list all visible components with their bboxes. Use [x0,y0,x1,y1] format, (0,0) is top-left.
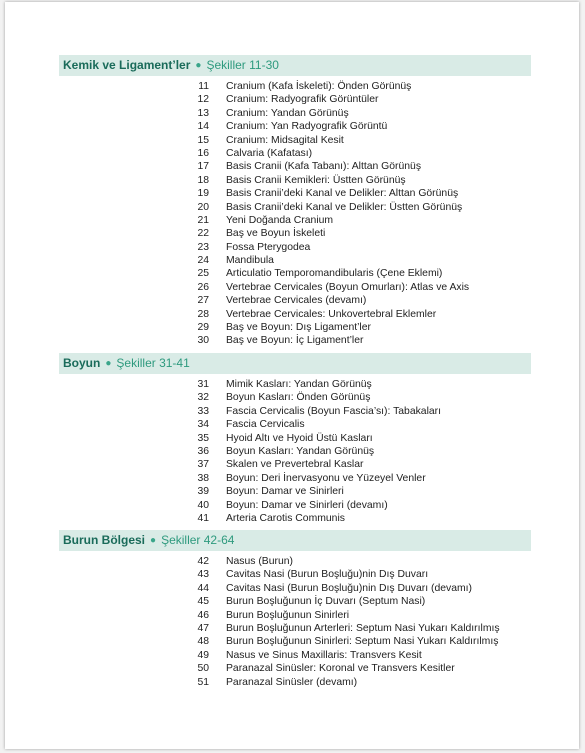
figure-title: Basis Cranii (Kafa Tabanı): Alttan Görünüş [226,161,422,173]
figure-number: 11 [198,81,209,92]
figure-title: Arteria Carotis Communis [226,512,345,524]
figure-title: Vertebrae Cervicales (devamı) [226,295,367,307]
toc-entry [59,622,531,635]
toc-entry [59,609,531,622]
toc-entry [59,391,531,404]
toc-entry [59,378,531,391]
toc-entry [59,187,531,200]
toc-entry [59,555,531,568]
toc-entry [59,582,531,595]
figure-title: Cranium (Kafa İskeleti): Önden Görünüş [226,81,412,92]
toc-entry [59,418,531,431]
toc-entry [59,595,531,608]
figure-title: Burun Boşluğunun Arterleri: Septum Nasi Yukarı Kaldırılmış [226,622,500,634]
figure-title: Fossa Pterygodea [226,241,311,253]
figure-number: 51 [197,676,209,688]
figure-title: Skalen ve Prevertebral Kaslar [226,459,364,471]
section-header [59,55,531,76]
section-kemik-ligament [59,55,531,348]
figure-number: 28 [197,308,209,320]
figure-number: 26 [197,281,209,293]
figure-title: Nasus ve Sinus Maxillaris: Transvers Kesit [226,649,422,661]
toc-entry [59,160,531,173]
figure-number: 27 [197,295,209,307]
entry-list [59,378,531,525]
figure-number: 37 [197,459,209,471]
toc-entry [59,214,531,227]
figure-title: Mandibula [226,255,274,267]
section-title: Burun Bölgesi [63,533,146,547]
figure-number: 43 [197,569,209,581]
figure-number: 30 [197,335,209,347]
toc-entry [59,80,531,93]
bullet-separator: ● [150,535,157,546]
toc-entry [59,568,531,581]
figure-number: 23 [197,241,209,253]
toc-entry [59,676,531,689]
figure-number: 48 [197,636,209,648]
toc-entry [59,649,531,662]
figure-title: Cavitas Nasi (Burun Boşluğu)nin Dış Duvarı [226,569,429,581]
toc-entry [59,432,531,445]
figure-number: 18 [197,174,209,186]
figure-number: 39 [197,486,209,498]
figure-number: 33 [197,405,209,417]
toc-entry [59,241,531,254]
toc-entry [59,93,531,106]
figure-number: 47 [197,622,209,634]
figure-title: Burun Boşluğunun İç Duvarı (Septum Nasi) [226,596,426,608]
figure-title: Basis Cranii’deki Kanal ve Delikler: Üstten Görünüş [226,201,463,213]
figure-number: 16 [197,147,209,159]
bullet-separator: ● [195,60,202,71]
toc-entry [59,499,531,512]
section-header [59,530,531,551]
figure-title: Boyun: Damar ve Sinirleri [226,486,344,498]
bullet-separator: ● [105,358,112,369]
figure-number: 42 [197,556,209,567]
figure-title: Boyun: Damar ve Sinirleri (devamı) [226,499,388,511]
figure-title: Cavitas Nasi (Burun Boşluğu)nin Dış Duvarı (devamı) [226,582,473,594]
toc-entry [59,512,531,525]
toc-entry [59,334,531,347]
figure-title: Boyun: Deri İnervasyonu ve Yüzeyel Venler [226,472,426,484]
section-range: Şekiller 11-30 [206,58,279,72]
toc-entry [59,635,531,648]
figure-number: 32 [197,392,209,404]
toc-entry [59,281,531,294]
section-range: Şekiller 42-64 [161,533,235,547]
figure-title: Cranium: Yandan Görünüş [226,107,349,119]
toc-entry [59,405,531,418]
figure-number: 12 [197,94,209,106]
figure-title: Paranazal Sinüsler: Koronal ve Transvers Kesitler [226,663,455,675]
toc-entry [59,107,531,120]
figure-title: Cranium: Midsagital Kesit [226,134,344,146]
figure-number: 25 [197,268,209,280]
document-page [5,2,579,749]
figure-title: Baş ve Boyun: Dış Ligament’ler [226,322,371,334]
toc-entry [59,134,531,147]
figure-title: Boyun Kasları: Yandan Görünüş [226,445,375,457]
section-header [59,353,531,374]
toc-entry [59,472,531,485]
figure-title: Paranazal Sinüsler (devamı) [226,676,358,688]
figure-number: 34 [197,419,209,431]
figure-number: 14 [197,121,209,133]
toc-entry [59,485,531,498]
figure-number: 20 [197,201,209,213]
figure-number: 35 [197,432,209,444]
figure-title: Basis Cranii’deki Kanal ve Delikler: Alttan Görünüş [226,188,459,200]
toc-entry [59,662,531,675]
figure-title: Hyoid Altı ve Hyoid Üstü Kasları [226,432,373,444]
figure-number: 21 [197,214,209,226]
figure-title: Fascia Cervicalis (Boyun Fascia’sı): Tabakaları [226,405,442,417]
figure-title: Mimik Kasları: Yandan Görünüş [226,379,372,390]
figure-title: Burun Boşluğunun Sinirleri: Septum Nasi Yukarı Kaldırılmış [226,636,499,648]
figure-title: Boyun Kasları: Önden Görünüş [226,392,371,404]
toc-entry [59,174,531,187]
figure-title: Vertebrae Cervicales: Unkovertebral Eklemler [226,308,437,320]
toc-entry [59,294,531,307]
section-title: Boyun [63,356,101,370]
figure-number: 41 [197,512,209,524]
figure-title: Cranium: Yan Radyografik Görüntü [226,121,388,133]
figure-number: 45 [197,596,209,608]
figure-number: 24 [197,255,209,267]
figure-number: 31 [197,379,209,390]
toc-entry [59,308,531,321]
figure-title: Articulatio Temporomandibularis (Çene Eklemi) [226,268,443,280]
section-burun-bolgesi [59,530,531,689]
figure-number: 17 [197,161,209,173]
toc-entry [59,120,531,133]
figure-number: 40 [197,499,209,511]
figure-number: 15 [197,134,209,146]
figure-number: 13 [197,107,209,119]
figure-number: 36 [197,445,209,457]
figure-number: 19 [197,188,209,200]
toc-entry [59,147,531,160]
toc-entry [59,445,531,458]
figure-title: Cranium: Radyografik Görüntüler [226,94,379,106]
toc-entry [59,267,531,280]
figure-number: 46 [197,609,209,621]
entry-list [59,80,531,348]
section-boyun [59,353,531,525]
toc-entry [59,458,531,471]
figure-title: Yeni Doğanda Cranium [226,214,334,226]
figure-title: Vertebrae Cervicales (Boyun Omurları): Atlas ve Axis [226,281,470,293]
figure-title: Basis Cranii Kemikleri: Üstten Görünüş [226,174,406,186]
figure-title: Burun Boşluğunun Sinirleri [226,609,350,621]
entry-list [59,555,531,689]
figure-title: Nasus (Burun) [226,556,293,567]
figure-title: Calvaria (Kafatası) [226,147,313,159]
figure-number: 22 [197,228,209,240]
section-title: Kemik ve Ligament’ler [63,58,191,72]
figure-number: 50 [197,663,209,675]
toc-entry [59,254,531,267]
section-range: Şekiller 31-41 [116,356,190,370]
toc-entry [59,227,531,240]
toc-entry [59,321,531,334]
figure-title: Fascia Cervicalis [226,419,305,431]
toc-entry [59,201,531,214]
figure-number: 44 [197,582,209,594]
figure-title: Baş ve Boyun İskeleti [226,228,326,240]
figure-title: Baş ve Boyun: İç Ligament’ler [226,335,364,347]
figure-number: 49 [197,649,209,661]
figure-number: 38 [197,472,209,484]
figure-number: 29 [197,322,209,334]
